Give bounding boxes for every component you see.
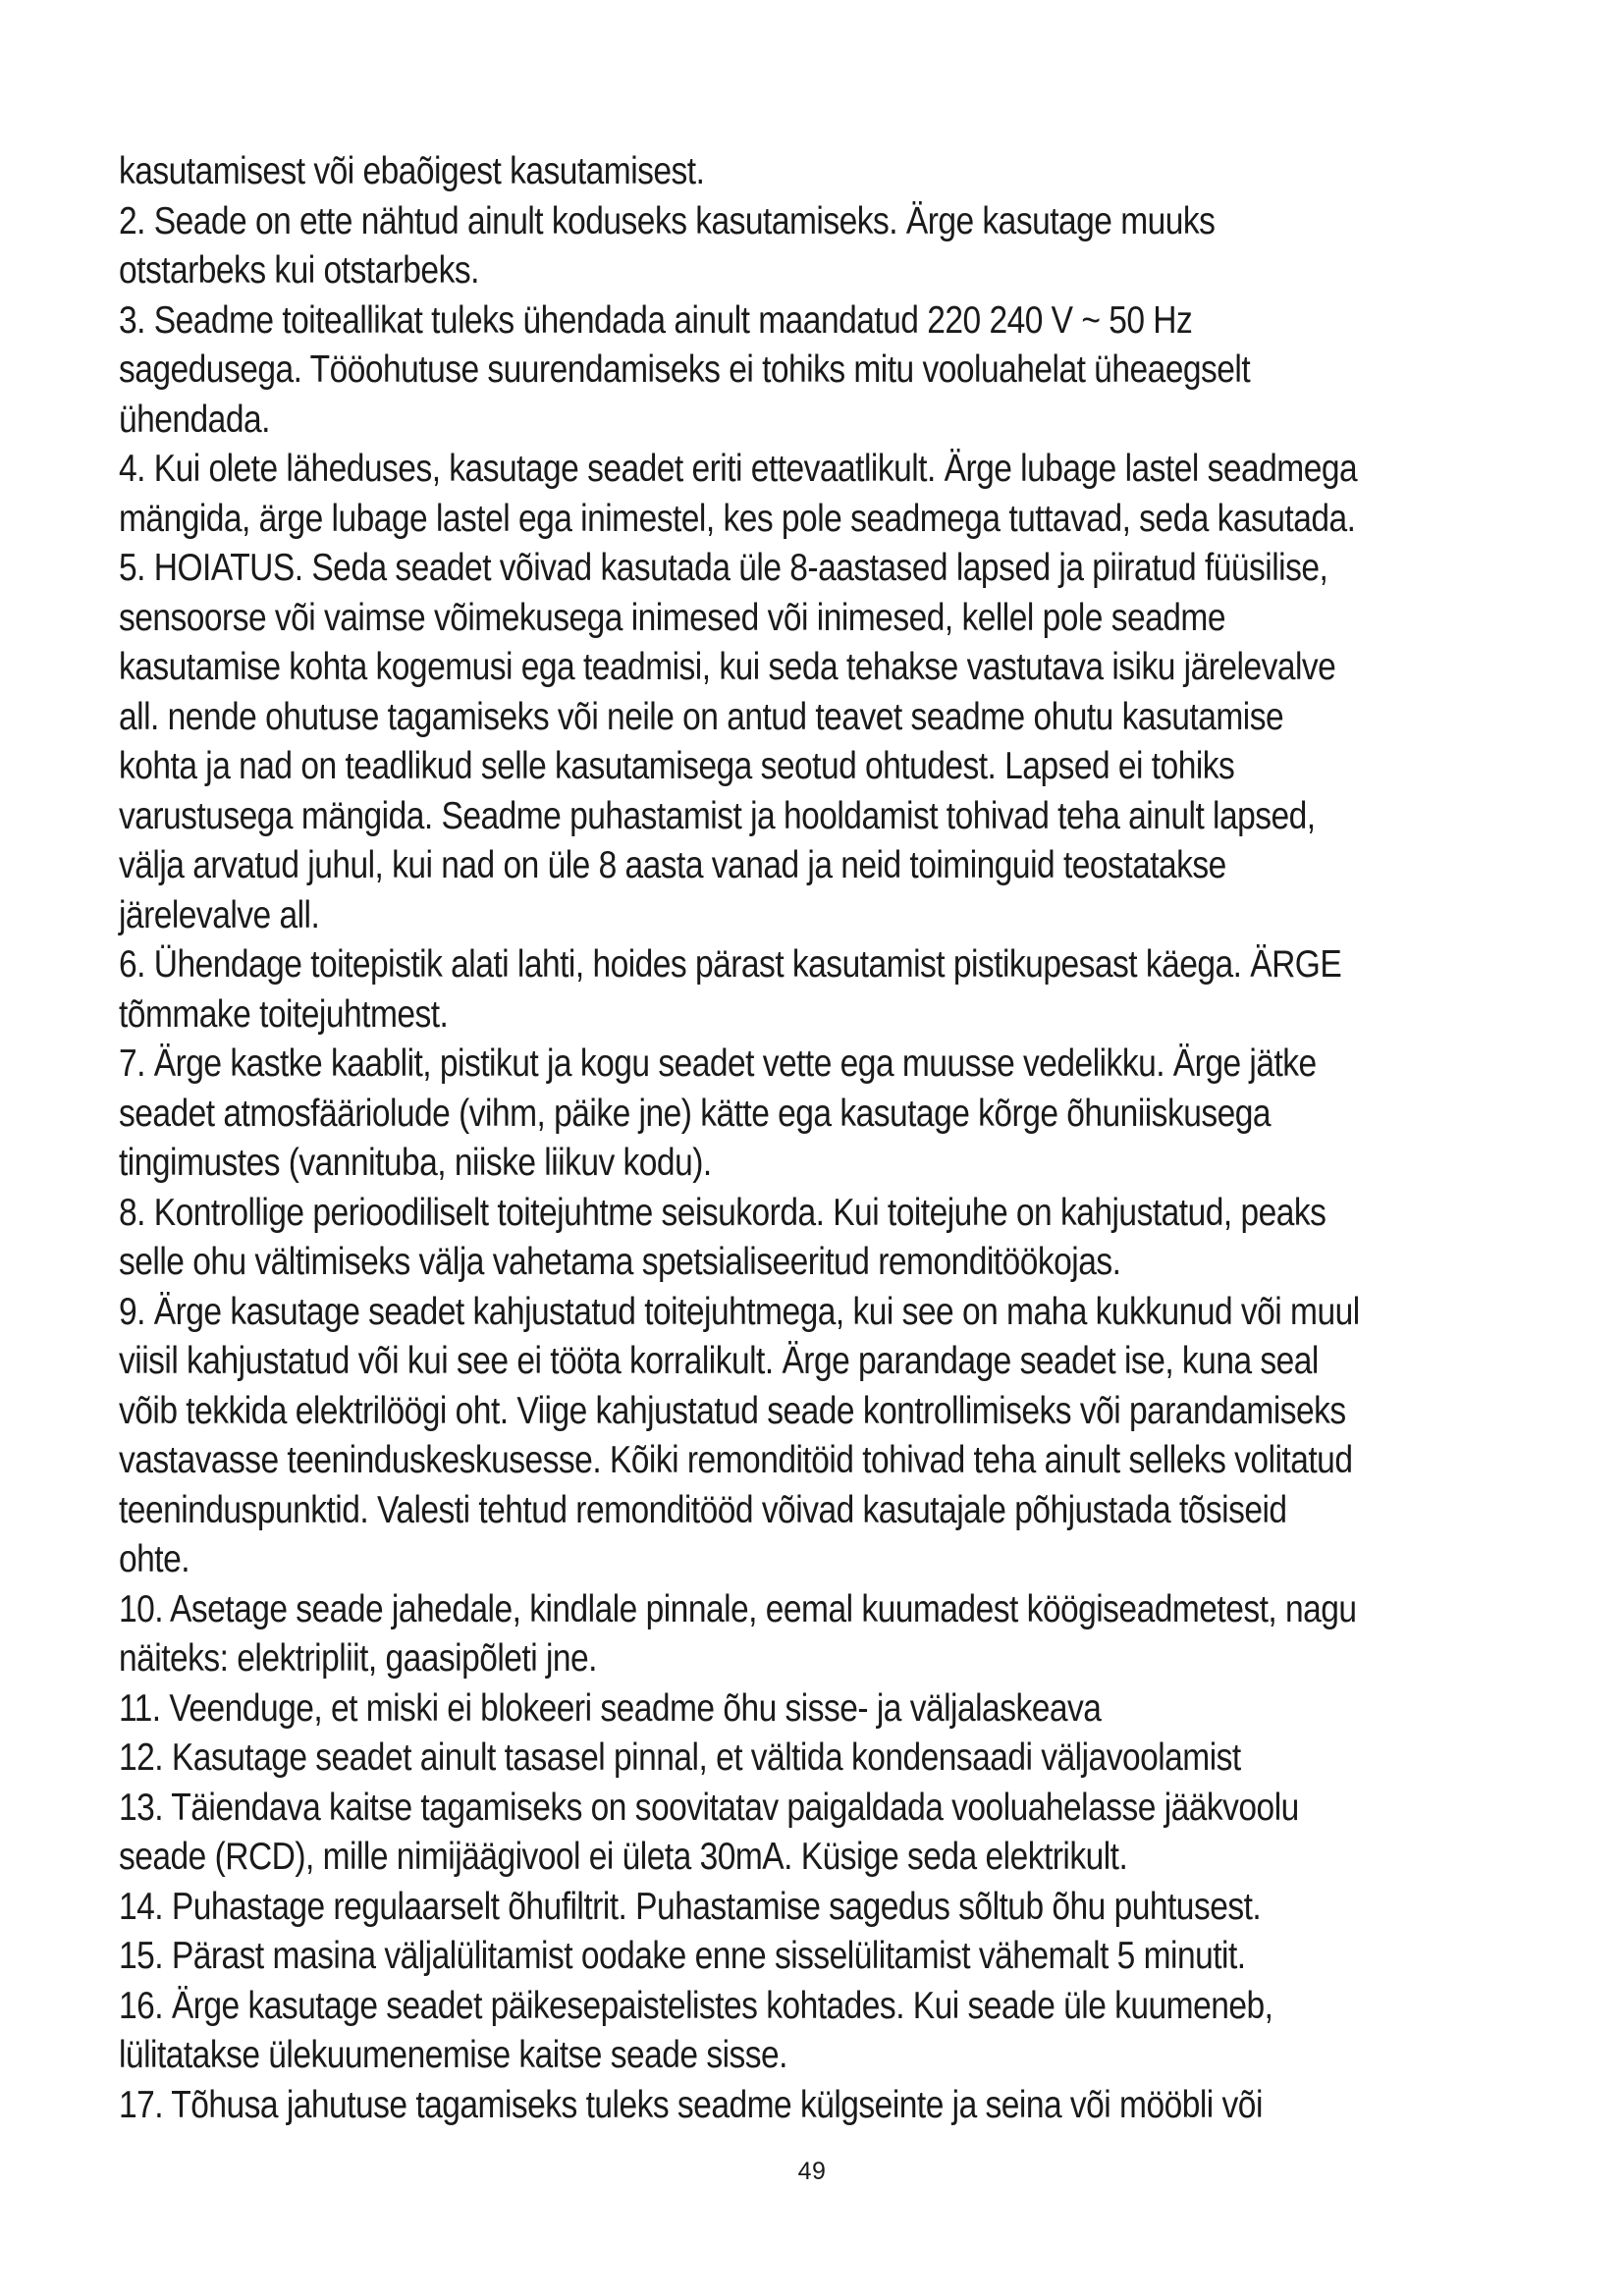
text-line: otstarbeks kui otstarbeks. <box>119 249 479 292</box>
text-line: tingimustes (vannituba, niiske liikuv kodu). <box>119 1142 712 1184</box>
text-line: sensoorse või vaimse võimekusega inimesed või inimesed, kellel pole seadme <box>119 596 1225 639</box>
text-line: 13. Täiendava kaitse tagamiseks on soovitatav paigaldada vooluahelasse jääkvoolu <box>119 1786 1299 1829</box>
text-line: kohta ja nad on teadlikud selle kasutamisega seotud ohtudest. Lapsed ei tohiks <box>119 745 1235 787</box>
text-line: ohte. <box>119 1538 190 1580</box>
text-line: selle ohu vältimiseks välja vahetama spetsialiseeritud remonditöökojas. <box>119 1241 1121 1283</box>
text-line: mängida, ärge lubage lastel ega inimestel, kes pole seadmega tuttavad, seda kasutada. <box>119 497 1356 540</box>
text-line: võib tekkida elektrilöögi oht. Viige kahjustatud seade kontrollimiseks või parandamiseks <box>119 1389 1346 1432</box>
text-line: 6. Ühendage toitepistik alati lahti, hoides pärast kasutamist pistikupesast käega. ÄRGE <box>119 943 1342 986</box>
page-number: 49 <box>797 2158 827 2185</box>
text-line: sagedusega. Tööohutuse suurendamiseks ei tohiks mitu vooluahelat üheaegselt <box>119 348 1251 391</box>
text-line: 2. Seade on ette nähtud ainult koduseks kasutamiseks. Ärge kasutage muuks <box>119 199 1216 242</box>
text-line: 12. Kasutage seadet ainult tasasel pinnal, et vältida kondensaadi väljavoolamist <box>119 1736 1241 1779</box>
text-line: vastavasse teeninduskeskusesse. Kõiki remonditöid tohivad teha ainult selleks volitatud <box>119 1439 1353 1481</box>
text-line: varustusega mängida. Seadme puhastamist ja hooldamist tohivad teha ainult lapsed, <box>119 794 1316 837</box>
text-line: tõmmake toitejuhtmest. <box>119 992 449 1036</box>
text-line: 16. Ärge kasutage seadet päikesepaistelistes kohtades. Kui seade üle kuumeneb, <box>119 1984 1273 2027</box>
text-line: seade (RCD), mille nimijäägivool ei ületa 30mA. Küsige seda elektrikult. <box>119 1836 1128 1878</box>
text-line: 15. Pärast masina väljalülitamist oodake enne sisselülitamist vähemalt 5 minutit. <box>119 1935 1246 1977</box>
text-line: 10. Asetage seade jahedale, kindlale pinnale, eemal kuumadest köögiseadmetest, nagu <box>119 1587 1357 1630</box>
text-line: seadet atmosfääriolude (vihm, päike jne) kätte ega kasutage kõrge õhuniiskusega <box>119 1092 1271 1135</box>
text-line: kasutamise kohta kogemusi ega teadmisi, kui seda tehakse vastutava isiku järelevalve <box>119 646 1336 688</box>
text-line: 7. Ärge kastke kaablit, pistikut ja kogu seadet vette ega muusse vedelikku. Ärge jätke <box>119 1042 1317 1085</box>
safety-instructions-text <box>119 147 1538 2130</box>
text-line: 9. Ärge kasutage seadet kahjustatud toitejuhtmega, kui see on maha kukkunud või muul <box>119 1290 1360 1333</box>
text-line: näiteks: elektripliit, gaasipõleti jne. <box>119 1637 597 1680</box>
text-line: viisil kahjustatud või kui see ei tööta korralikult. Ärge parandage seadet ise, kuna seal <box>119 1340 1319 1382</box>
text-line: ühendada. <box>119 398 270 441</box>
text-line: välja arvatud juhul, kui nad on üle 8 aasta vanad ja neid toiminguid teostatakse <box>119 844 1226 886</box>
text-line: teeninduspunktid. Valesti tehtud remonditööd võivad kasutajale põhjustada tõsiseid <box>119 1488 1287 1531</box>
text-line: kasutamisest või ebaõigest kasutamisest. <box>119 150 705 192</box>
text-line: 5. HOIATUS. Seda seadet võivad kasutada üle 8-aastased lapsed ja piiratud füüsilise, <box>119 547 1328 589</box>
text-line: all. nende ohutuse tagamiseks või neile on antud teavet seadme ohutu kasutamise <box>119 695 1284 738</box>
text-line: 3. Seadme toiteallikat tuleks ühendada ainult maandatud 220 240 V ~ 50 Hz <box>119 298 1193 342</box>
text-line: 17. Tõhusa jahutuse tagamiseks tuleks seadme külgseinte ja seina või mööbli või <box>119 2083 1263 2126</box>
text-line: järelevalve all. <box>119 893 320 936</box>
text-line: lülitatakse ülekuumenemise kaitse seade sisse. <box>119 2034 787 2076</box>
text-line: 4. Kui olete läheduses, kasutage seadet eriti ettevaatlikult. Ärge lubage lastel seadmega <box>119 448 1358 490</box>
text-line: 11. Veenduge, et miski ei blokeeri seadme õhu sisse- ja väljalaskeava <box>119 1686 1102 1730</box>
text-line: 14. Puhastage regulaarselt õhufiltrit. Puhastamise sagedus sõltub õhu puhtusest. <box>119 1885 1262 1928</box>
text-line: 8. Kontrollige perioodiliselt toitejuhtme seisukorda. Kui toitejuhe on kahjustatud, peaks <box>119 1191 1326 1234</box>
